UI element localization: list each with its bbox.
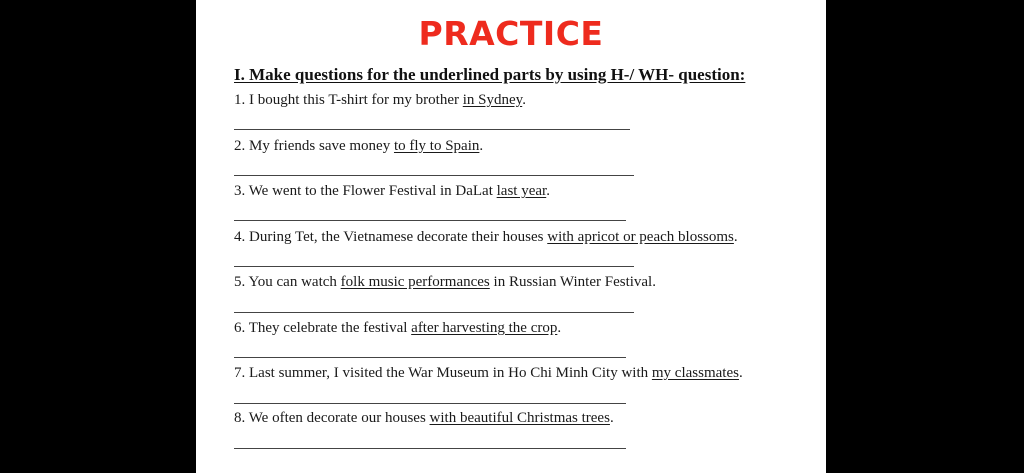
answer-line-3 bbox=[234, 220, 626, 221]
question-text: 2. My friends save money bbox=[234, 138, 394, 154]
question-3 bbox=[234, 183, 550, 200]
question-text-end: . bbox=[733, 229, 738, 245]
question-8 bbox=[234, 410, 614, 427]
underlined-part: folk music performances bbox=[340, 274, 490, 290]
question-text: 7. Last summer, I visited the War Museum in Ho Chi Minh City with bbox=[234, 365, 652, 381]
question-1 bbox=[234, 92, 526, 109]
exercise-heading: I. Make questions for the underlined parts by using H-/ WH- question: bbox=[234, 65, 746, 84]
question-text-end: . bbox=[738, 365, 743, 381]
underlined-part: after harvesting the crop bbox=[411, 320, 558, 336]
underlined-part: to fly to Spain bbox=[393, 138, 480, 154]
answer-line-1 bbox=[234, 129, 630, 130]
question-text: 8. We often decorate our houses bbox=[234, 410, 430, 426]
underlined-part: my classmates bbox=[651, 365, 739, 381]
question-text-end: . bbox=[479, 138, 484, 154]
answer-line-6 bbox=[234, 357, 626, 358]
question-text-end: . bbox=[557, 320, 562, 336]
underlined-part: in Sydney bbox=[462, 92, 523, 108]
answer-line-4 bbox=[234, 266, 634, 267]
question-text: 6. They celebrate the festival bbox=[234, 320, 412, 336]
question-4 bbox=[234, 229, 738, 246]
question-text: 1. I bought this T-shirt for my brother bbox=[234, 92, 463, 108]
question-text-end: . bbox=[546, 183, 550, 199]
question-2 bbox=[234, 138, 483, 155]
answer-line-7 bbox=[234, 403, 626, 404]
question-text: 4. During Tet, the Vietnamese decorate their houses bbox=[234, 229, 548, 245]
question-7 bbox=[234, 365, 743, 382]
question-6 bbox=[234, 320, 561, 337]
answer-line-8 bbox=[234, 448, 626, 449]
question-text-end: . bbox=[522, 92, 526, 108]
worksheet-title: PRACTICE bbox=[418, 14, 604, 53]
worksheet-page bbox=[196, 0, 826, 473]
question-text: 5. You can watch bbox=[234, 274, 341, 290]
underlined-part: with apricot or peach blossoms bbox=[547, 229, 734, 245]
answer-line-5 bbox=[234, 312, 634, 313]
question-text-end: . bbox=[609, 410, 614, 426]
underlined-part: with beautiful Christmas trees bbox=[429, 410, 610, 426]
underlined-part: last year bbox=[496, 183, 547, 199]
question-text-end: in Russian Winter Festival. bbox=[489, 274, 656, 290]
question-text: 3. We went to the Flower Festival in DaLat bbox=[234, 183, 497, 199]
question-5 bbox=[234, 274, 656, 291]
answer-line-2 bbox=[234, 175, 634, 176]
